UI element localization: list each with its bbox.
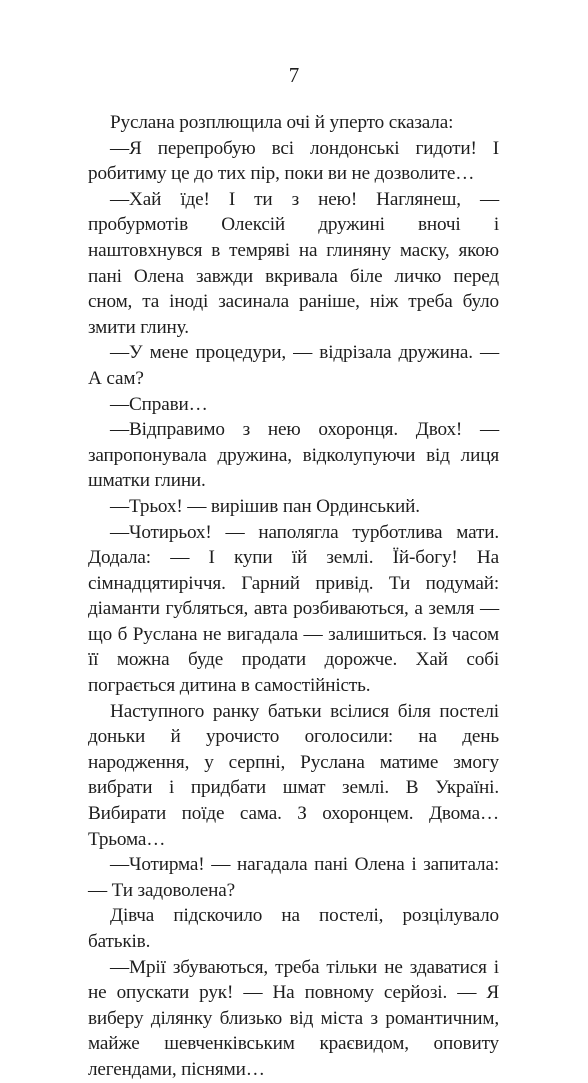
paragraph-1: Руслана розплющила очі й уперто сказала:: [110, 112, 454, 133]
paragraph-2: —Я перепробую всі лондонські гидоти! І робитиму це до тих пір, поки ви не дозволите…: [88, 137, 499, 185]
paragraph-5: —Справи…: [110, 393, 208, 415]
page-text-block: [88, 110, 499, 1083]
paragraph-12: —Мрії збуваються, треба тільки не здаватися і не опускати рук! — На повному серйозі. — Я виберу ділянку близько від міста з романтичним, майже шевченківським краєвидом, оповиту легендами, піснями…: [88, 956, 499, 1080]
page-number: 7: [288, 63, 300, 87]
paragraph-7: —Трьох! — вирішив пан Ординський.: [110, 495, 420, 517]
paragraph-10: —Чотирма! — нагадала пані Олена і запитала: — Ти задоволена?: [88, 854, 499, 901]
paragraph-11: Дівча підскочило на постелі, розцілувало батьків.: [88, 905, 499, 952]
paragraph-3: —Хай їде! І ти з нею! Наглянеш, — пробурмотів Олексій дружині вночі і наштовхнувся в темряві на глиняну маску, якою пані Олена завжди вкривала біле личко перед сном, та іноді засинала раніше, ніж треба було змити глину.: [88, 188, 499, 338]
paragraph-6: —Відправимо з нею охоронця. Двох! — запропонувала дружина, відколупуючи від лиця шматки глини.: [88, 419, 499, 492]
paragraph-4: —У мене процедури, — відрізала дружина. — А сам?: [88, 342, 499, 389]
paragraph-9: Наступного ранку батьки всілися біля постелі доньки й урочисто оголосили: на день народження, у серпні, Руслана матиме змогу вибрати і придбати шмат землі. В Україні. Вибирати поїде сама. З охоронцем. Двома… Трьома…: [88, 700, 499, 850]
paragraph-8: —Чотирьох! — наполягла турботлива мати. Додала: — І купи їй землі. Їй-богу! На сімнадцятиріччя. Гарний привід. Ти подумай: діаманти губляться, авта розбиваються, а земля — що б Руслана не вигадала — залишиться. Із часом її можна буде продати дорожче. Хай собі пограється дитина в самостійність.: [88, 521, 499, 697]
